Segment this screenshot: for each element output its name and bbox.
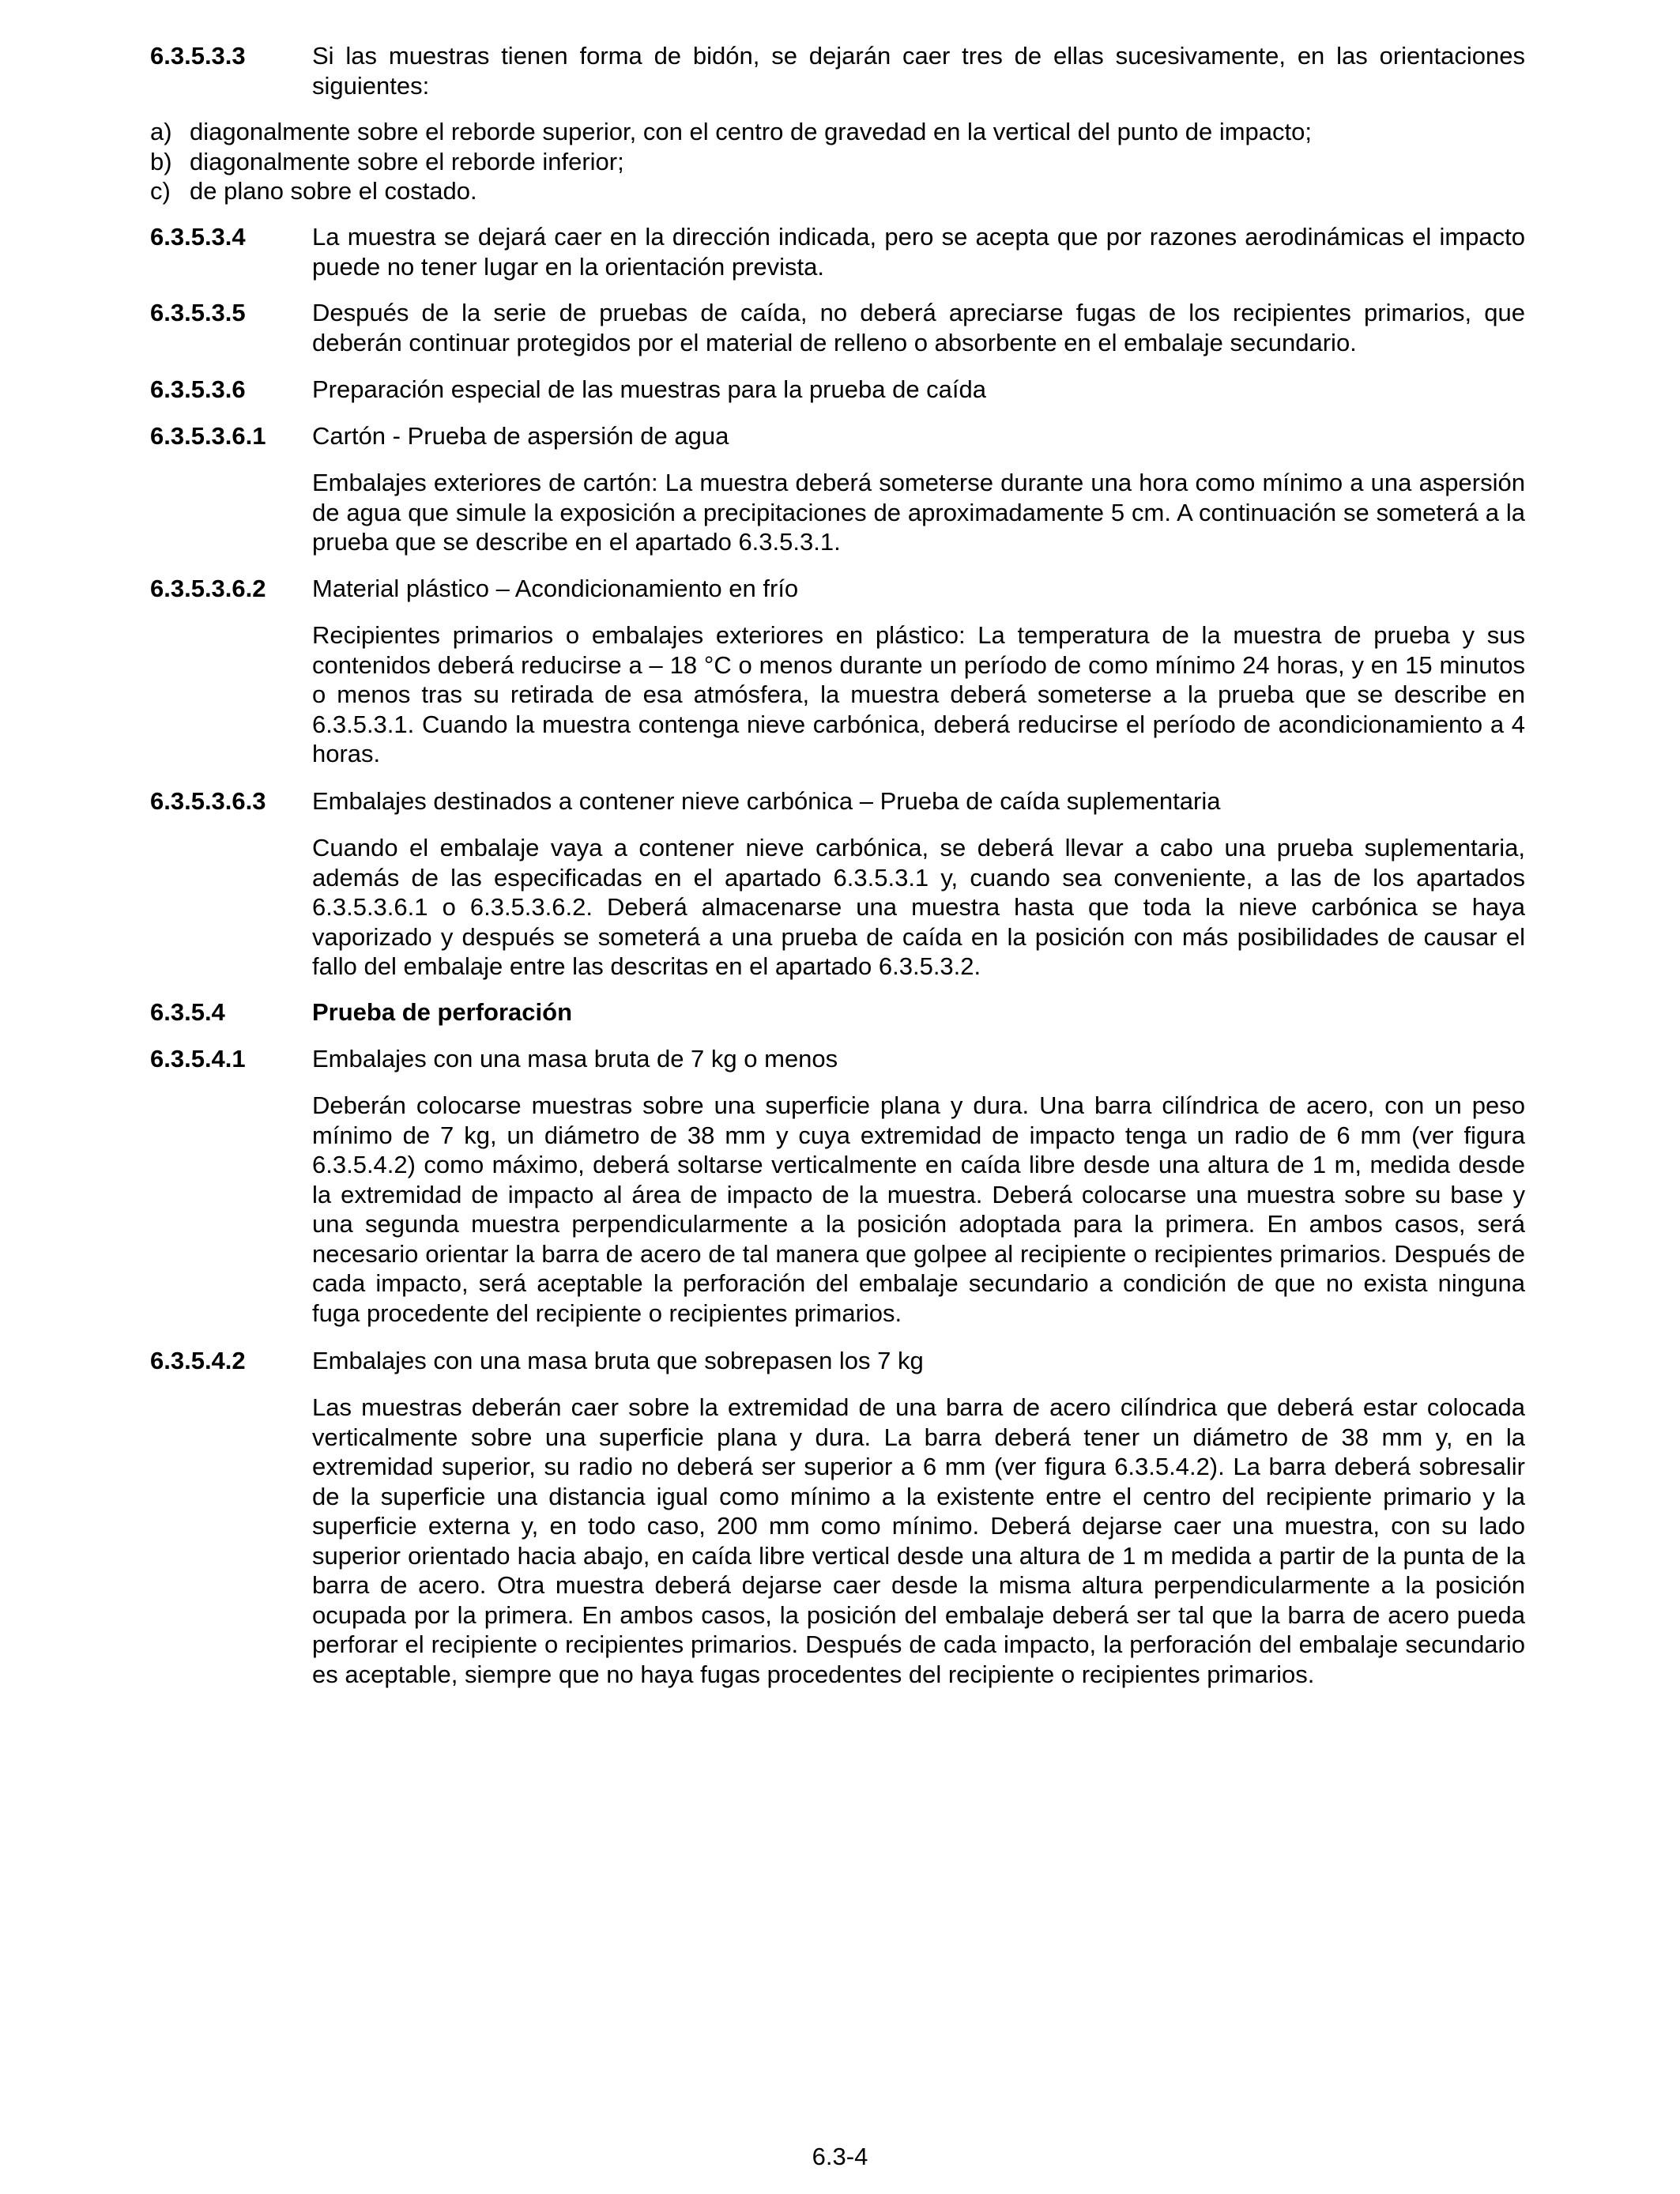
list-item-label: c) — [150, 177, 171, 205]
section-paragraph: Después de la serie de pruebas de caída, no deberá apreciarse fugas de los recipientes primarios, que deberán continuar protegidos por el material de relleno o absorbente en el embalaje secundario. — [312, 299, 1525, 356]
section-number: 6.3.5.4 — [150, 998, 225, 1026]
section-paragraph: Si las muestras tienen forma de bidón, se dejarán caer tres de ellas sucesivamente, en las orientaciones siguientes: — [312, 42, 1525, 100]
section-paragraph: La muestra se dejará caer en la dirección indicada, pero se acepta que por razones aerodinámicas el impacto puede no tener lugar en la orientación prevista. — [312, 223, 1525, 281]
list-item-text: diagonalmente sobre el reborde superior, con el centro de gravedad en la vertical del punto de impacto; — [190, 118, 1313, 145]
list-item — [150, 117, 1363, 147]
section-heading: Cartón - Prueba de aspersión de agua — [312, 422, 729, 450]
section-6-3-5-3-4 — [150, 222, 1525, 281]
section-number: 6.3.5.3.6 — [150, 375, 246, 403]
section-number: 6.3.5.3.5 — [150, 299, 246, 326]
section-heading: Prueba de perforación — [312, 998, 573, 1026]
section-6-3-5-4-2 — [150, 1346, 1525, 1376]
list-item-text: de plano sobre el costado. — [190, 177, 477, 205]
paragraph-plastico — [150, 620, 1525, 769]
section-number: 6.3.5.3.6.1 — [150, 422, 266, 450]
section-6-3-5-3-5 — [150, 298, 1525, 357]
section-heading: Embalajes con una masa bruta de 7 kg o menos — [312, 1045, 838, 1072]
section-number: 6.3.5.3.4 — [150, 223, 246, 251]
section-6-3-5-3-6-3 — [150, 786, 1525, 816]
section-6-3-5-4-1 — [150, 1044, 1525, 1074]
paragraph-masa-mas-7kg — [150, 1393, 1525, 1689]
section-number: 6.3.5.3.6.3 — [150, 787, 266, 815]
section-number: 6.3.5.4.2 — [150, 1347, 246, 1374]
section-number: 6.3.5.4.1 — [150, 1045, 246, 1072]
section-6-3-5-3-6 — [150, 375, 1525, 405]
list-item — [150, 147, 1363, 177]
section-heading: Embalajes destinados a contener nieve carbónica – Prueba de caída suplementaria — [312, 787, 1221, 815]
section-heading: Material plástico – Acondicionamiento en frío — [312, 575, 799, 602]
paragraph-nieve-carbonica — [150, 833, 1525, 982]
page-number: 6.3-4 — [812, 2143, 868, 2170]
section-number: 6.3.5.3.6.2 — [150, 575, 266, 602]
paragraph-masa-7kg-menos — [150, 1091, 1525, 1328]
orientation-list — [150, 117, 1363, 206]
section-heading: Embalajes con una masa bruta que sobrepasen los 7 kg — [312, 1347, 924, 1374]
list-item-label: b) — [150, 147, 172, 175]
paragraph-carton — [150, 468, 1525, 557]
section-paragraph: Cuando el embalaje vaya a contener nieve carbónica, se deberá llevar a cabo una prueba suplementaria, además de las especificadas en el apartado 6.3.5.3.1 y, cuando sea conveniente, a las de los apartados 6.3.5.3.6.1 o 6.3.5.3.6.2. Deberá almacenarse una muestra hasta que toda la nieve carbónica se haya vaporizado y después se someterá a una prueba de caída en la posición con más posibilidades de causar el fallo del embalaje entre las descritas en el apartado 6.3.5.3.2. — [312, 834, 1525, 980]
list-item-label: a) — [150, 118, 172, 145]
section-paragraph: Embalajes exteriores de cartón: La muestra deberá someterse durante una hora como mínimo a una aspersión de agua que simule la exposición a precipitaciones de aproximadamente 5 cm. A continuación se someterá a la prueba que se describe en el apartado 6.3.5.3.1. — [312, 469, 1525, 556]
section-6-3-5-4 — [150, 997, 1525, 1027]
section-paragraph: Deberán colocarse muestras sobre una superficie plana y dura. Una barra cilíndrica de acero, con un peso mínimo de 7 kg, un diámetro de 38 mm y cuya extremidad de impacto tenga un radio de 6 mm (ver figura 6.3.5.4.2) como máximo, deberá soltarse verticalmente en caída libre desde una altura de 1 m, medida desde la extremidad de impacto al área de impacto de la muestra. Deberá colocarse una muestra sobre su base y una segunda muestra perpendicularmente a la posición adoptada para la primera. En ambos casos, será necesario orientar la barra de acero de tal manera que golpee al recipiente o recipientes primarios. Después de cada impacto, será aceptable la perforación del embalaje secundario a condición de que no exista ninguna fuga procedente del recipiente o recipientes primarios. — [312, 1091, 1525, 1327]
section-heading: Preparación especial de las muestras para la prueba de caída — [312, 375, 987, 403]
section-number: 6.3.5.3.3 — [150, 42, 246, 70]
section-paragraph: Las muestras deberán caer sobre la extremidad de una barra de acero cilíndrica que deberá estar colocada verticalmente sobre una superficie plana y dura. La barra deberá tener un diámetro de 38 mm y, en la extremidad superior, su radio no deberá ser superior a 6 mm (ver figura 6.3.5.4.2). La barra deberá sobresalir de la superficie una distancia igual como mínimo a la existente entre el centro del recipiente primario y la superficie externa y, en todo caso, 200 mm como mínimo. Deberá dejarse caer una muestra, con su lado superior orientado hacia abajo, en caída libre vertical desde una altura de 1 m medida a partir de la punta de la barra de acero. Otra muestra deberá dejarse caer desde la misma altura perpendicularmente a la posición ocupada por la primera. En ambos casos, la posición del embalaje deberá ser tal que la barra de acero pueda perforar el recipiente o recipientes primarios. Después de cada impacto, la perforación del embalaje secundario es aceptable, siempre que no haya fugas procedentes del recipiente o recipientes primarios. — [312, 1393, 1525, 1688]
section-6-3-5-3-6-2 — [150, 574, 1525, 604]
section-paragraph: Recipientes primarios o embalajes exteriores en plástico: La temperatura de la muestra de prueba y sus contenidos deberá reducirse a – 18 °C o menos durante un período de como mínimo 24 horas, y en 15 minutos o menos tras su retirada de esa atmósfera, la muestra deberá someterse a la prueba que se describe en 6.3.5.3.1. Cuando la muestra contenga nieve carbónica, deberá reducirse el período de acondicionamiento a 4 horas. — [312, 621, 1525, 767]
list-item — [150, 176, 1363, 206]
section-6-3-5-3-3 — [150, 41, 1525, 206]
list-item-text: diagonalmente sobre el reborde inferior; — [190, 147, 624, 175]
section-6-3-5-3-6-1 — [150, 421, 1525, 451]
